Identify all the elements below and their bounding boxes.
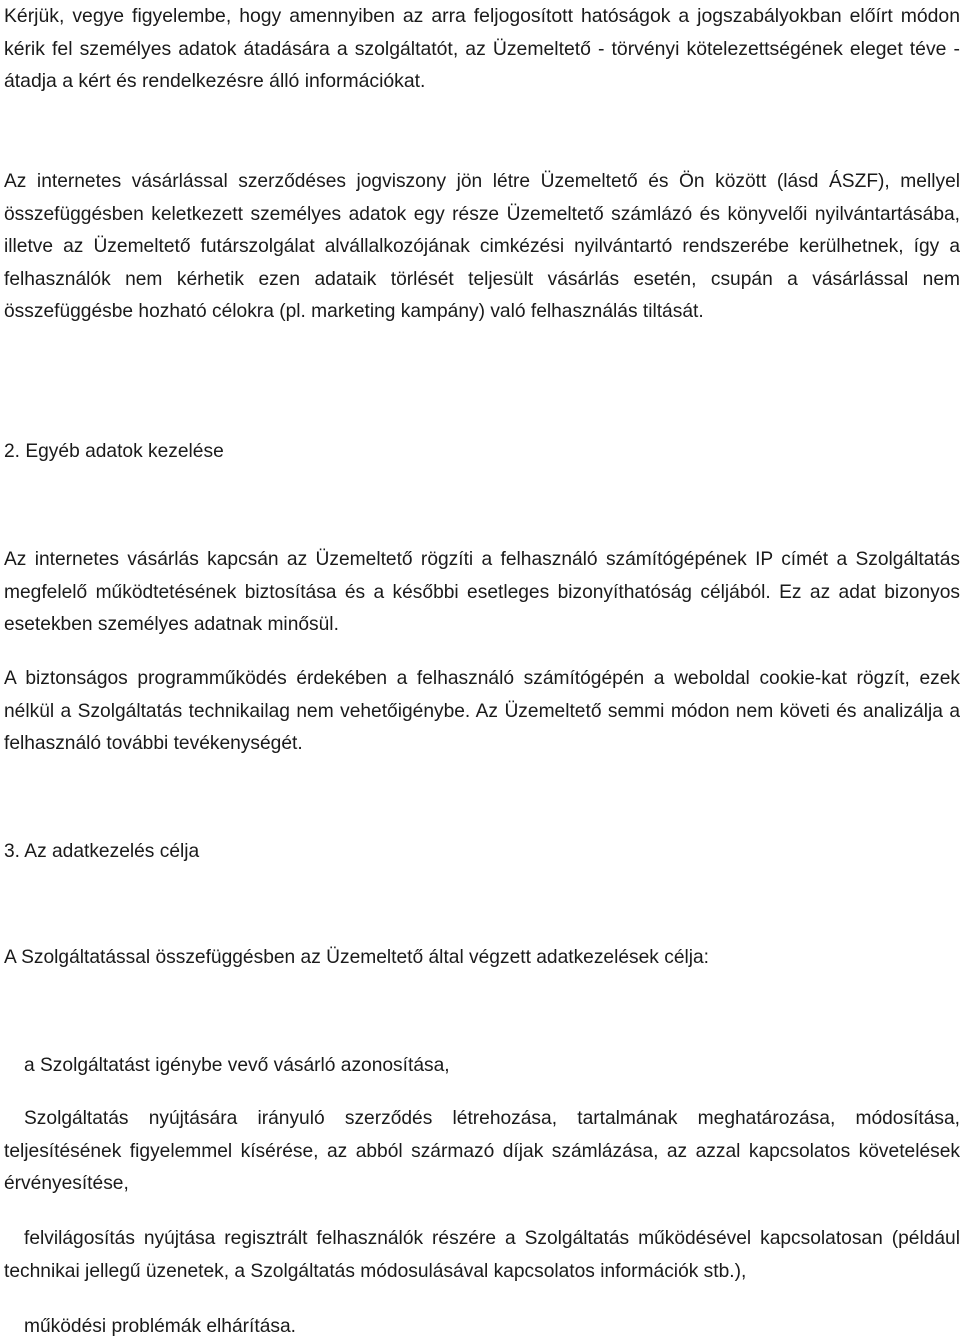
paragraph-ip-address: Az internetes vásárlás kapcsán az Üzemeltető rögzíti a felhasználó számítógépének IP címét a Szolgáltatás megfelelő működtetésének biztosítása és a későbbi esetleges bizonyíthatóság céljából. Ez az adat bizonyos esetekben személyes adatnak minősül. bbox=[4, 549, 960, 636]
list-item: működési problémák elhárítása. bbox=[24, 1316, 296, 1337]
paragraph-online-purchase-contract: Az internetes vásárlással szerződéses jogviszony jön létre Üzemeltető és Ön között (lásd ÁSZF), mellyel összefüggésben keletkezett személyes adatok egy része Üzemeltető számlázó és könyvelői nyilvántartásába, illetve az Üzemeltető futárszolgálat alvállalkozójának cimkézési nyilvántartó rendszerébe kerülhetnek, így a felhasználók nem kérhetik ezen adataik törlését teljesült vásárlás esetén, csupán a vásárlással nem összefüggésbe hozható célokra (pl. marketing kampány) való felhasználás tiltását. bbox=[4, 171, 960, 323]
paragraph-authorities-notice: Kérjük, vegye figyelembe, hogy amennyiben az arra feljogosított hatóságok a jogszabályokban előírt módon kérik fel személyes adatok átadására a szolgáltatót, az Üzemeltető - törvényi kötelezettségének eleget téve - átadja a kért és rendelkezésre álló információkat. bbox=[4, 5, 960, 93]
section-heading-purpose: 3. Az adatkezelés célja bbox=[4, 841, 200, 862]
paragraph-cookies: A biztonságos programműködés érdekében a felhasználó számítógépén a weboldal cookie-kat rögzít, ezek nélkül a Szolgáltatás technikailag nem vehetőigénybe. Az Üzemeltető semmi módon nem követi és analizálja a felhasználó további tevékenységét. bbox=[4, 668, 960, 755]
list-item: a Szolgáltatást igénybe vevő vásárló azonosítása, bbox=[24, 1055, 450, 1076]
section-heading-other-data: 2. Egyéb adatok kezelése bbox=[4, 441, 224, 462]
list-item: Szolgáltatás nyújtására irányuló szerződés létrehozása, tartalmának meghatározása, módosítása, teljesítésének figyelemmel kísérése, az abból származó díjak számlázása, az azzal kapcsolatos követelések érvényesítése, bbox=[4, 1108, 960, 1195]
paragraph-purpose-intro: A Szolgáltatással összefüggésben az Üzemeltető által végzett adatkezelések célja: bbox=[4, 947, 710, 968]
list-item: felvilágosítás nyújtása regisztrált felhasználók részére a Szolgáltatás működésével kapcsolatosan (például technikai jellegű üzenetek, a Szolgáltatás módosulásával kapcsolatos információk stb.), bbox=[4, 1228, 960, 1282]
